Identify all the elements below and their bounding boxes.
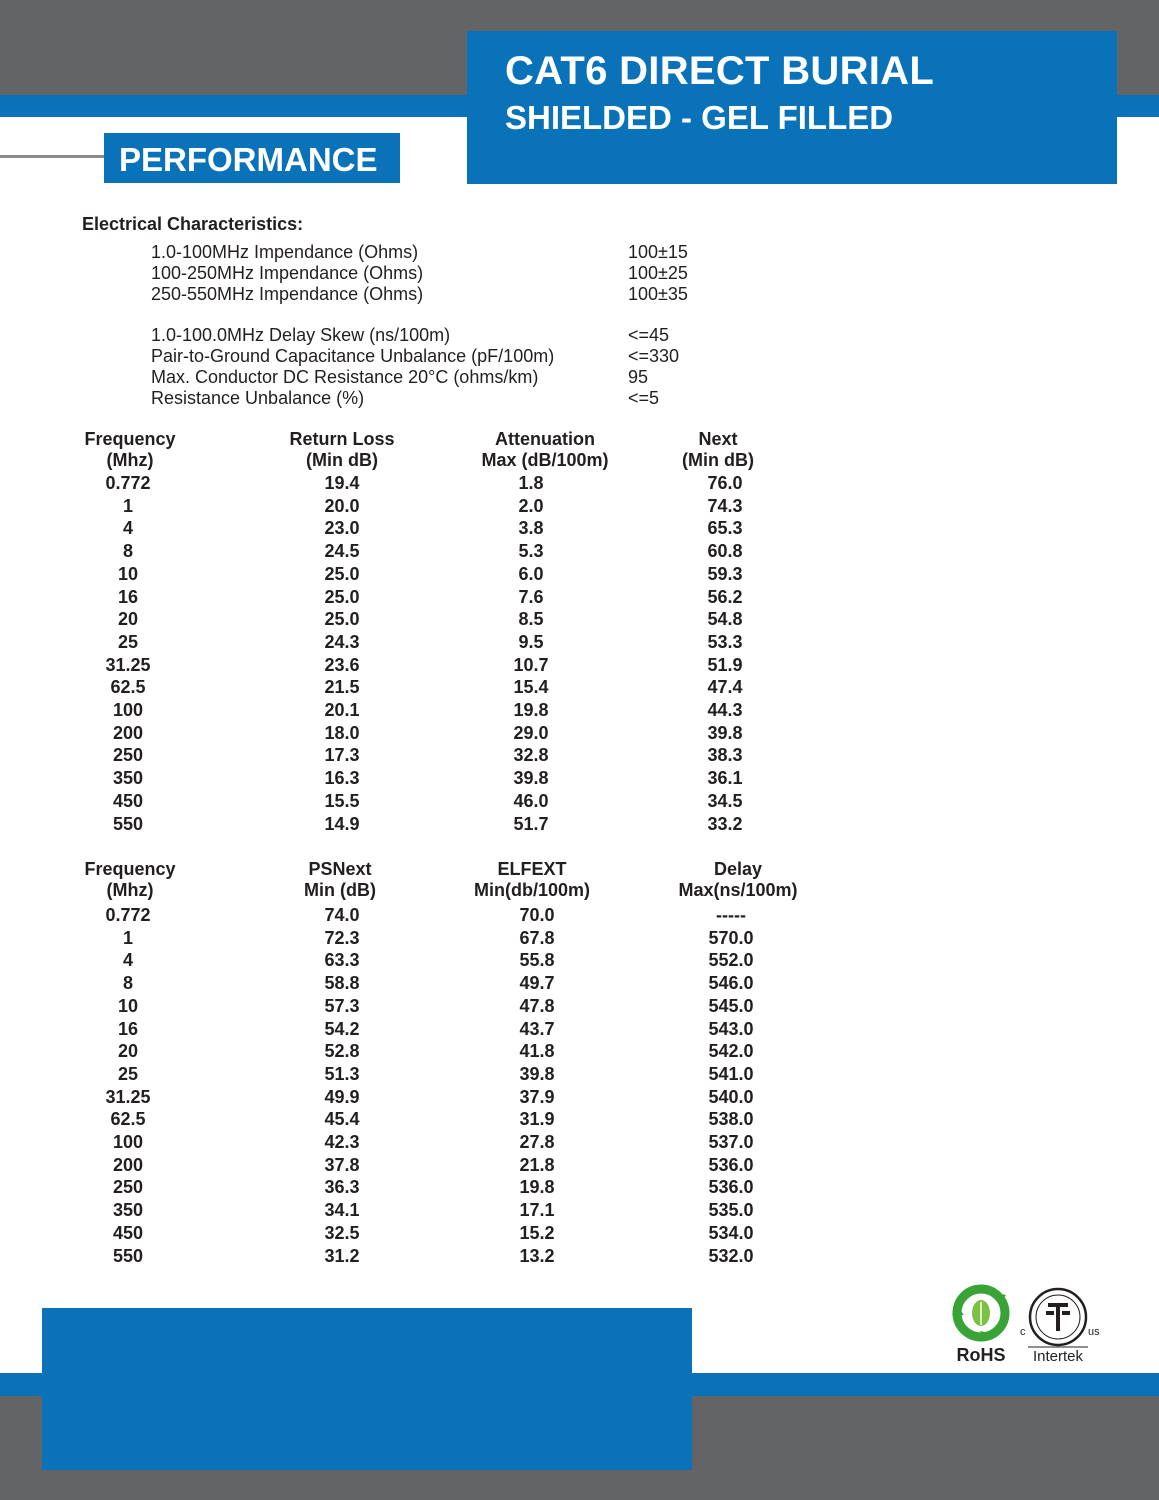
- page-subtitle: SHIELDED - GEL FILLED: [505, 99, 894, 136]
- section-title: PERFORMANCE: [119, 141, 378, 178]
- table-cell: 74.3: [707, 495, 743, 516]
- table-cell: 250: [112, 1177, 144, 1198]
- table-cell: 39.8: [707, 722, 743, 743]
- table-cell: 534.0: [708, 1222, 754, 1243]
- table-cell: 54.8: [707, 609, 743, 630]
- table-cell: 550: [112, 813, 144, 834]
- table-cell: 1.8: [518, 473, 544, 493]
- table-cell: 37.9: [519, 1086, 555, 1107]
- column-header: Return Loss: [289, 429, 395, 449]
- table-cell: 20: [117, 609, 139, 630]
- table-cell: 13.2: [519, 1245, 555, 1266]
- table-cell: 450: [112, 790, 144, 811]
- divider-line: [0, 155, 105, 158]
- table-cell: 41.8: [519, 1041, 555, 1062]
- table-cell: 47.4: [707, 677, 743, 698]
- table-cell: 62.5: [110, 677, 146, 698]
- table-cell: 55.8: [519, 950, 555, 971]
- table-cell: 540.0: [708, 1086, 754, 1107]
- electrical-value: <=45: [628, 325, 670, 345]
- table-cell: 10: [117, 563, 139, 584]
- table-cell: 532.0: [708, 1245, 754, 1266]
- table-cell: 57.3: [324, 995, 360, 1016]
- title-banner: [467, 31, 1117, 184]
- table-cell: 49.7: [519, 973, 555, 994]
- table-cell: 38.3: [707, 745, 743, 766]
- rohs-leaf-icon: [946, 1283, 1016, 1368]
- table-cell: 1: [122, 495, 133, 516]
- section-banner: [104, 133, 400, 183]
- table-cell: 67.8: [519, 927, 555, 948]
- electrical-title: Electrical Characteristics:: [82, 214, 304, 234]
- table-cell: 31.2: [324, 1245, 360, 1266]
- table-cell: 56.2: [707, 586, 743, 607]
- table-cell: 25.0: [324, 563, 360, 584]
- electrical-label: 1.0-100MHz Impendance (Ohms): [151, 242, 419, 262]
- table-cell: 8: [122, 541, 133, 562]
- intertek-text: Intertek: [1032, 1348, 1084, 1365]
- table-cell: 552.0: [708, 950, 754, 971]
- table-cell: 32.8: [513, 745, 549, 766]
- table-cell: 36.3: [324, 1177, 360, 1198]
- table-cell: 542.0: [708, 1041, 754, 1062]
- table-cell: 27.8: [519, 1132, 555, 1152]
- table-cell: 46.0: [513, 790, 549, 811]
- column-header: (Min dB): [306, 450, 378, 470]
- table-cell: 47.8: [519, 995, 555, 1016]
- table-cell: 543.0: [708, 1018, 754, 1039]
- column-header: (Min dB): [682, 450, 754, 470]
- electrical-label: 1.0-100.0MHz Delay Skew (ns/100m): [151, 325, 451, 345]
- column-header: Delay: [713, 859, 763, 879]
- column-header: (Mhz): [106, 450, 154, 470]
- table-cell: 536.0: [708, 1177, 754, 1198]
- table-cell: 21.5: [324, 677, 360, 698]
- table-cell: 15.4: [513, 677, 549, 698]
- column-header: Attenuation: [495, 429, 595, 449]
- table-cell: 63.3: [324, 950, 360, 971]
- table-cell: 18.0: [324, 722, 360, 743]
- table-cell: 538.0: [708, 1109, 754, 1130]
- table-cell: 23.0: [324, 518, 360, 539]
- table-cell: 9.5: [518, 631, 544, 652]
- table-cell: 49.9: [324, 1086, 360, 1107]
- etl-c-text: c: [1020, 1326, 1026, 1338]
- table-cell: 537.0: [708, 1132, 754, 1152]
- column-header: Next: [698, 429, 738, 449]
- table-cell: 6.0: [518, 563, 544, 584]
- table-cell: 54.2: [324, 1018, 360, 1039]
- table-cell: 70.0: [519, 905, 555, 925]
- table-cell: 350: [112, 1200, 144, 1221]
- table-cell: 16: [117, 1018, 139, 1039]
- electrical-label: Pair-to-Ground Capacitance Unbalance (pF/100m): [151, 346, 555, 366]
- table-cell: 34.5: [707, 790, 743, 811]
- table-cell: 32.5: [324, 1222, 360, 1243]
- table-cell: 545.0: [708, 995, 754, 1016]
- table-cell: 3.8: [518, 518, 544, 539]
- table-cell: 31.25: [105, 654, 151, 675]
- table-cell: 0.772: [105, 905, 151, 925]
- electrical-label: 100-250MHz Impendance (Ohms): [151, 263, 424, 283]
- table-cell: 65.3: [707, 518, 743, 539]
- page-title: CAT6 DIRECT BURIAL: [505, 49, 935, 93]
- table-cell: 72.3: [324, 927, 360, 948]
- column-header: (Mhz): [106, 880, 154, 900]
- table-cell: 51.9: [707, 654, 743, 675]
- table-cell: 34.1: [324, 1200, 360, 1221]
- table-cell: 1: [122, 927, 133, 948]
- table-cell: 8: [122, 973, 133, 994]
- table-cell: 59.3: [707, 563, 743, 584]
- table-cell: 36.1: [707, 768, 743, 789]
- column-header: Min (dB): [304, 880, 376, 900]
- table-cell: 23.6: [324, 654, 360, 675]
- table-cell: 24.5: [324, 541, 360, 562]
- etl-us-text: us: [1088, 1326, 1100, 1338]
- table-cell: 5.3: [518, 541, 544, 562]
- table-cell: 4: [122, 950, 133, 971]
- table-cell: 74.0: [324, 905, 360, 925]
- table-cell: 39.8: [513, 768, 549, 789]
- table-cell: 58.8: [324, 973, 360, 994]
- column-header: Frequency: [84, 429, 176, 449]
- electrical-label: 250-550MHz Impendance (Ohms): [151, 284, 424, 304]
- table-cell: 43.7: [519, 1018, 555, 1039]
- table-cell: 546.0: [708, 973, 754, 994]
- table-cell: 45.4: [324, 1109, 360, 1130]
- table-cell: 31.9: [519, 1109, 555, 1130]
- table-cell: 17.3: [324, 745, 360, 766]
- table-cell: 51.7: [513, 813, 549, 834]
- table-cell: 51.3: [324, 1063, 360, 1084]
- column-header: Max (dB/100m): [481, 450, 609, 470]
- table-cell: 19.4: [324, 473, 360, 493]
- table-cell: 25.0: [324, 609, 360, 630]
- table-cell: 16: [117, 586, 139, 607]
- rohs-logo: [946, 1283, 1016, 1368]
- table-cell: 450: [112, 1222, 144, 1243]
- electrical-value: 100±25: [628, 263, 688, 283]
- table-cell: 24.3: [324, 631, 360, 652]
- table-cell: 2.0: [518, 495, 544, 516]
- table-cell: 53.3: [707, 631, 743, 652]
- table-cell: 100: [112, 700, 144, 720]
- table-cell: 200: [112, 1154, 144, 1175]
- electrical-label: Resistance Unbalance (%): [151, 388, 365, 408]
- column-header: Min(db/100m): [473, 880, 590, 900]
- table-cell: 16.3: [324, 768, 360, 789]
- table-cell: 14.9: [324, 813, 360, 834]
- table-cell: 535.0: [708, 1200, 754, 1221]
- table-cell: 44.3: [707, 700, 743, 720]
- table-cell: 20.0: [324, 495, 360, 516]
- table-cell: 52.8: [324, 1041, 360, 1062]
- table-cell: 10: [117, 995, 139, 1016]
- rohs-text: RoHS: [956, 1345, 1006, 1365]
- table-cell: 570.0: [708, 927, 754, 948]
- table-cell: 21.8: [519, 1154, 555, 1175]
- table-cell: 17.1: [519, 1200, 555, 1221]
- table-cell: 8.5: [518, 609, 544, 630]
- column-header: ELFEXT: [497, 859, 567, 879]
- table-cell: 536.0: [708, 1154, 754, 1175]
- table-cell: 250: [112, 745, 144, 766]
- electrical-value: 95: [628, 367, 649, 387]
- table-cell: 15.5: [324, 790, 360, 811]
- table-cell: 4: [122, 518, 133, 539]
- table-cell: 19.8: [519, 1177, 555, 1198]
- bottom-blue-box: [42, 1308, 692, 1470]
- table-cell: 60.8: [707, 541, 743, 562]
- table-cell: 20.1: [324, 700, 360, 720]
- electrical-value: 100±15: [628, 242, 688, 262]
- electrical-value: <=5: [628, 388, 660, 408]
- table-cell: 29.0: [513, 722, 549, 743]
- table-cell: 25: [117, 1063, 139, 1084]
- table-cell: 19.8: [513, 700, 549, 720]
- table-cell: 0.772: [105, 473, 151, 493]
- table-cell: 20: [117, 1041, 139, 1062]
- table-cell: 10.7: [513, 654, 549, 675]
- table-cell: 33.2: [707, 813, 743, 834]
- table-cell: 550: [112, 1245, 144, 1266]
- table-cell: 31.25: [105, 1086, 151, 1107]
- table-cell: 25: [117, 631, 139, 652]
- table-cell: 25.0: [324, 586, 360, 607]
- column-header: Max(ns/100m): [678, 880, 798, 900]
- column-header: PSNext: [308, 859, 372, 879]
- table-cell: 76.0: [707, 473, 743, 493]
- table-cell: 62.5: [110, 1109, 146, 1130]
- electrical-value: <=330: [628, 346, 680, 366]
- etl-logo: [1018, 1283, 1104, 1368]
- table-cell: 200: [112, 722, 144, 743]
- electrical-label: Max. Conductor DC Resistance 20°C (ohms/km): [151, 367, 539, 387]
- electrical-value: 100±35: [628, 284, 688, 304]
- table-cell: 15.2: [519, 1222, 555, 1243]
- table-cell: -----: [716, 905, 746, 925]
- table-cell: 39.8: [519, 1063, 555, 1084]
- table-cell: 541.0: [708, 1063, 754, 1084]
- table-cell: 37.8: [324, 1154, 360, 1175]
- table-cell: 42.3: [324, 1132, 360, 1152]
- table-cell: 100: [112, 1132, 144, 1152]
- table-cell: 350: [112, 768, 144, 789]
- table-cell: 7.6: [518, 586, 544, 607]
- etl-listed-icon: [1018, 1283, 1104, 1368]
- column-header: Frequency: [84, 859, 176, 879]
